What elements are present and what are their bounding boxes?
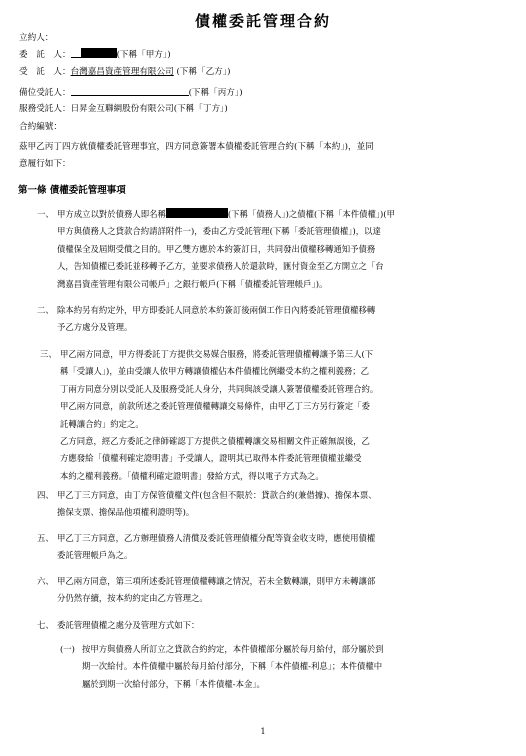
- blank-underline: [71, 47, 81, 58]
- item-1-line-3: 債權保全及屆期受償之目的。甲乙雙方應於本約簽訂日，共同發出債權移轉通知予債務: [57, 243, 376, 254]
- backup-trustee-suffix: (下稱「丙方」): [188, 88, 243, 98]
- contract-number-label: 合約編號：: [19, 122, 62, 132]
- preamble-line-1: 茲甲乙丙丁四方就債權委託管理事宜，四方同意簽署本債權委託管理合約(下稱「本約」)，並同: [19, 142, 374, 152]
- item-3-line-6: 乙方同意，經乙方委託之律師確認丁方提供之債權轉讓交易相關文件正確無誤後，乙: [60, 436, 370, 447]
- item-3-line-5: 託轉讓合約」約定之。: [60, 418, 144, 429]
- item-6-text: [57, 573, 497, 608]
- item-5-line-2: 委託管理帳戶為之。: [57, 550, 133, 561]
- entrustor-suffix: (下稱「甲方」): [116, 50, 171, 60]
- item-1-line-5: 灣嘉昌資產管理有限公司帳戶」之銀行帳戶(下稱「債權委託管理帳戶」)。: [57, 278, 328, 289]
- platform-name: 日昇金互聯網股份有限公司: [70, 104, 174, 114]
- page-number: 1: [260, 727, 266, 736]
- subitem-1-text: [82, 641, 502, 693]
- backup-trustee-role: 備位受託人：: [19, 88, 71, 98]
- item-7-text: [57, 617, 497, 634]
- item-3-line-7: 方應發給「債權利確定證明書」予受讓人，證明其已取得本件委託管理債權並繼受: [60, 453, 362, 464]
- platform-suffix: (下稱「丁方」): [173, 104, 228, 114]
- item-3-line-4: 甲乙兩方同意，前款所述之委託管理債權轉讓交易條件，由甲乙丁三方另行簽定「委: [60, 401, 370, 412]
- parties-label: 立約人：: [19, 33, 54, 43]
- item-1-line-2: 甲方與債務人之貸款合約請詳附件一)，委由乙方受託管理(下稱「委託管理債權」)，以達: [57, 226, 381, 237]
- item-3-line-3: 丁兩方同意分別以受託人及服務受託人身分，共同與該受讓人簽署債權委託管理合約。: [60, 383, 379, 394]
- item-3-line-1: 甲乙兩方同意，甲方得委託丁方提供交易媒合服務，將委託管理債權轉讓予第三人(下: [60, 349, 374, 359]
- subitem-1-number: (一): [60, 644, 75, 654]
- item-7-line-1: 委託管理債權之處分及管理方式如下：: [57, 620, 200, 630]
- trustee-suffix: (下稱「乙方」): [176, 67, 231, 77]
- item-5-line-1: 甲乙丁三方同意，乙方辦理債務人清償及委託管理債權分配等資金收支時，應使用債權: [57, 533, 376, 543]
- item-1-line-1: [57, 206, 497, 223]
- blank-underline: [71, 85, 189, 96]
- item-3-line-2: 稱「受讓人」)，並由受讓人依甲方轉讓債權佔本件債權比例繼受本約之權利義務；乙: [60, 366, 369, 377]
- trustee-role: 受 託 人：: [19, 67, 71, 77]
- preamble-line-2: 意履行如下：: [19, 159, 71, 169]
- trustee-line: [19, 66, 230, 78]
- subitem-1-line-1: 按甲方與債務人所訂立之貸款合約約定，本件債權部分屬於每月給付，部分屬於到: [82, 644, 384, 654]
- platform-line: [19, 103, 228, 115]
- item-1-text: [57, 206, 497, 293]
- subitem-1-line-2: 期一次給付。本件債權中屬於每月給付部分，下稱「本件債權-利息」；本件債權中: [82, 661, 383, 672]
- item-2-line-1: 除本約另有約定外，甲方即委託人同意於本約簽訂後兩個工作日內將委託管理債權移轉: [57, 305, 376, 315]
- item-4-text: [57, 487, 497, 522]
- item-6-line-1: 甲乙兩方同意，第三項所述委託管理債權轉讓之情況，若未全數轉讓，則甲方未轉讓部: [57, 576, 376, 586]
- subitem-1-line-3: 屬於到期一次給付部分，下稱「本件債權-本金」。: [82, 678, 265, 689]
- entrustor-role: 委 託 人：: [19, 50, 71, 60]
- item-4-line-2: 擔保支票、擔保品他項權利證明等)。: [57, 507, 195, 518]
- item-6-line-2: 分仍然存續，按本約約定由乙方管理之。: [57, 593, 208, 604]
- item-2-line-2: 予乙方處分及管理。: [57, 322, 133, 333]
- item-3-line-8: 本約之權利義務。「債權利確定證明書」發給方式，得以電子方式為之。: [60, 470, 324, 481]
- item-1-line-1-head: 甲方成立以對於債務人即名稱: [57, 209, 166, 219]
- item-3-text: [60, 346, 500, 485]
- contract-title: 債權委託管理合約: [194, 12, 331, 30]
- section-1-heading: 第一條 債權委託管理事項: [18, 185, 126, 196]
- item-5-text: [57, 530, 497, 565]
- item-1-line-4: 人，告知債權已委託並移轉予乙方，並要求債務人於還款時，匯付資金至乙方開立之「台: [57, 261, 384, 272]
- item-4-number: 四、: [37, 490, 54, 500]
- redacted-name: [81, 48, 117, 58]
- item-5-number: 五、: [37, 533, 54, 543]
- item-1-line-1-tail: (下稱「債務人」)之債權(下稱「本件債權」)(甲: [227, 209, 395, 219]
- item-2-text: [57, 302, 497, 337]
- backup-trustee-line: [19, 85, 243, 99]
- item-6-number: 六、: [37, 576, 54, 586]
- item-4-line-1: 甲乙丁三方同意，由丁方保管債權文件(包含但不限於：貸款合約(兼借據)、擔保本票、: [57, 490, 377, 500]
- item-7-number: 七、: [37, 620, 54, 630]
- entrustor-line: [19, 47, 171, 61]
- item-3-number: 三、: [40, 349, 57, 359]
- redacted-debtor-name: [166, 208, 228, 218]
- item-1-number: 一、: [37, 209, 54, 219]
- platform-role: 服務受託人：: [19, 104, 71, 114]
- item-2-number: 二、: [37, 305, 54, 315]
- trustee-name: 台灣嘉昌資產管理有限公司: [70, 67, 174, 77]
